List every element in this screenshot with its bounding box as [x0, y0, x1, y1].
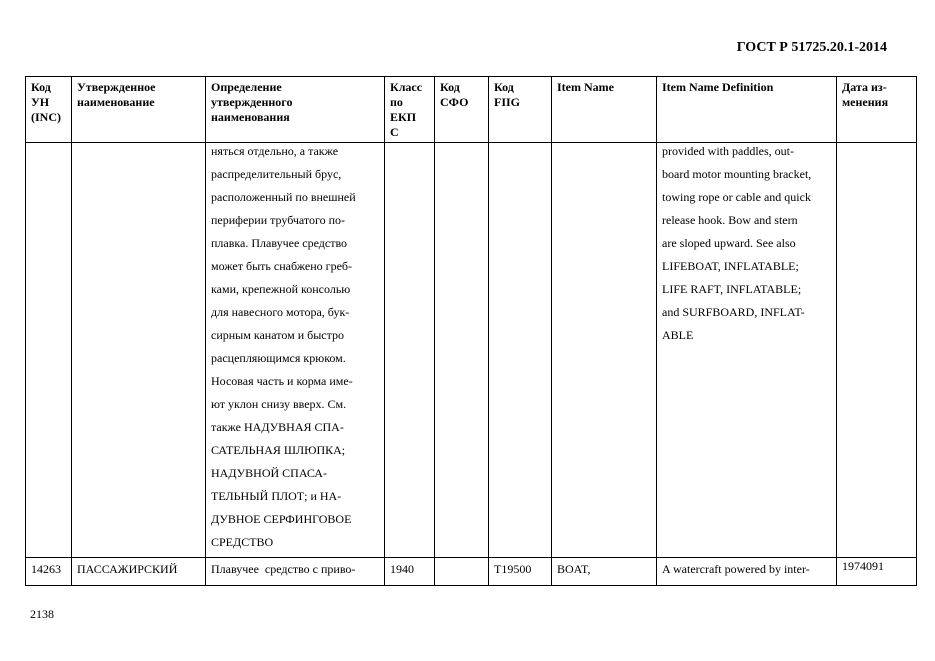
cell-item-name-definition: [657, 143, 837, 558]
definition-line: расцепляющимся крюком.: [211, 351, 346, 365]
definition-line: для навесного мотора, бук-: [211, 305, 350, 319]
cell-inc: 14263: [26, 558, 72, 586]
cell-fiig: [489, 143, 552, 558]
item-name-definition-line: and SURFBOARD, INFLAT-: [662, 305, 805, 319]
item-name-definition-line: LIFEBOAT, INFLATABLE;: [662, 259, 799, 273]
table-header-row: [26, 77, 917, 143]
definition-line: САТЕЛЬНАЯ ШЛЮПКА;: [211, 443, 346, 457]
col-header-item-name: [552, 77, 657, 143]
col-header-line: Утвержденное: [77, 80, 156, 94]
cell-class: 1940: [385, 558, 435, 586]
cell-inc: [26, 143, 72, 558]
definition-line: расположенный по внешней: [211, 190, 356, 204]
col-header-line: наименование: [77, 95, 155, 109]
item-name-definition-line: provided with paddles, out-: [662, 144, 794, 158]
col-header-definition: [206, 77, 385, 143]
col-header-line: СФО: [440, 95, 469, 109]
definition-line: сирным канатом и быстро: [211, 328, 344, 342]
col-header-line: Код: [494, 80, 514, 94]
document-code: ГОСТ Р 51725.20.1-2014: [736, 40, 887, 55]
item-name-definition-text: [662, 143, 833, 348]
item-name-definition-line: release hook. Bow and stern: [662, 213, 798, 227]
col-header-line: FIIG: [494, 95, 521, 109]
col-header-line: ЕКП: [390, 110, 417, 124]
definition-line: периферии трубчатого по-: [211, 213, 346, 227]
item-name-definition-line: towing rope or cable and quick: [662, 190, 811, 204]
definition-line: Носовая часть и корма име-: [211, 374, 353, 388]
definition-line: ТЕЛЬНЫЙ ПЛОТ; и НА-: [211, 489, 342, 503]
cell-fiig: T19500: [489, 558, 552, 586]
col-header-item-name-definition: [657, 77, 837, 143]
cell-change-date: [837, 143, 917, 558]
col-header-class: [385, 77, 435, 143]
col-header-line: Код: [440, 80, 460, 94]
col-header-approved-name: [72, 77, 206, 143]
cell-class: [385, 143, 435, 558]
definition-line: плавка. Плавучее средство: [211, 236, 348, 250]
definition-line: распределительный брус,: [211, 167, 342, 181]
definition-line: НАДУВНОЙ СПАСА-: [211, 466, 327, 480]
page-number: 2138: [30, 607, 54, 621]
definition-line: Плавучее средство с приво-: [211, 562, 356, 576]
table-row: [26, 558, 917, 586]
col-header-line: (INC): [31, 110, 61, 124]
col-header-line: Определение: [211, 80, 282, 94]
cell-item-name: [552, 143, 657, 558]
cell-approved-name: [72, 143, 206, 558]
col-header-line: УН: [31, 95, 50, 109]
col-header-line: наименования: [211, 110, 290, 124]
col-header-line: по: [390, 95, 403, 109]
cell-definition: [206, 558, 385, 586]
definition-line: няться отдельно, а также: [211, 144, 339, 158]
item-name-definition-line: LIFE RAFT, INFLATABLE;: [662, 282, 802, 296]
cell-sfo: [435, 558, 489, 586]
col-header-line: утвержденного: [211, 95, 293, 109]
definition-line: ДУВНОЕ СЕРФИНГОВОЕ: [211, 512, 352, 526]
cell-item-name-definition: [657, 558, 837, 586]
cell-sfo: [435, 143, 489, 558]
col-header-line: Дата из-: [842, 80, 887, 94]
col-header-change-date: [837, 77, 917, 143]
table-row: [26, 143, 917, 558]
col-header-sfo: [435, 77, 489, 143]
col-header-fiig: [489, 77, 552, 143]
col-header-line: С: [390, 125, 399, 139]
item-names-table: [25, 76, 917, 586]
col-header-line: менения: [842, 95, 889, 109]
item-name-definition-line: ABLE: [662, 328, 694, 342]
definition-text: [211, 143, 381, 555]
definition-line: ют уклон снизу вверх. См.: [211, 397, 347, 411]
item-name-definition-line: A watercraft powered by inter-: [662, 562, 810, 576]
col-header-inc: [26, 77, 72, 143]
definition-line: ками, крепежной консолью: [211, 282, 351, 296]
item-name-definition-line: board motor mounting bracket,: [662, 167, 812, 181]
change-date-value: 1974091: [842, 559, 884, 573]
col-header-line: Item Name: [557, 80, 614, 94]
cell-definition: [206, 143, 385, 558]
cell-item-name: BOAT,: [552, 558, 657, 586]
definition-line: СРЕДСТВО: [211, 535, 274, 549]
item-name-definition-line: are sloped upward. See also: [662, 236, 796, 250]
col-header-line: Класс: [390, 80, 423, 94]
cell-change-date: [837, 558, 917, 586]
col-header-line: Item Name Definition: [662, 80, 774, 94]
definition-line: может быть снабжено греб-: [211, 259, 352, 273]
cell-approved-name: ПАССАЖИРСКИЙ: [72, 558, 206, 586]
col-header-line: Код: [31, 80, 51, 94]
definition-line: также НАДУВНАЯ СПА-: [211, 420, 344, 434]
